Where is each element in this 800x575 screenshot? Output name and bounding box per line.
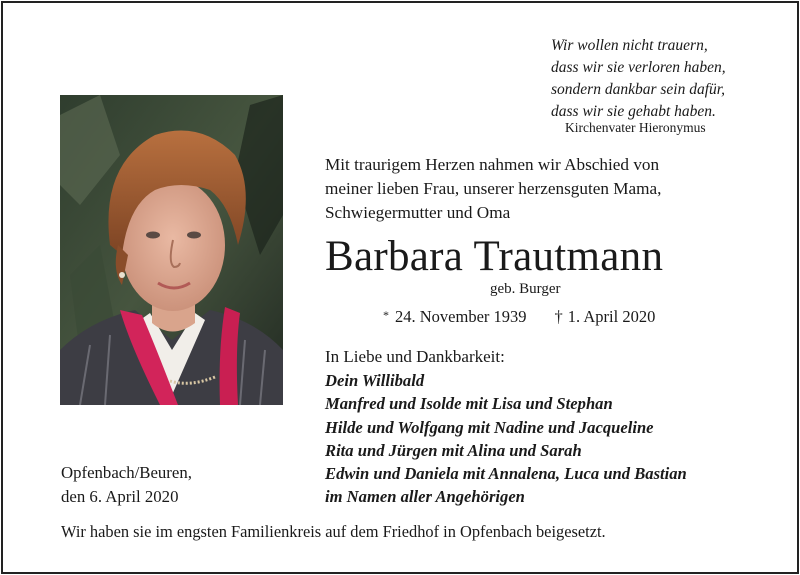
intro-line: meiner lieben Frau, unserer herzensguten Mama, xyxy=(325,179,662,198)
mourner-line: Edwin und Daniela mit Annalena, Luca und Bastian xyxy=(325,464,687,484)
deceased-name: Barbara Trautmann xyxy=(325,233,664,280)
intro-text xyxy=(325,153,765,225)
birth-name: geb. Burger xyxy=(490,281,561,297)
quote-line: dass wir sie gehabt haben. xyxy=(551,103,716,120)
burial-note: Wir haben sie im engsten Familienkreis auf dem Friedhof in Opfenbach beigesetzt. xyxy=(61,522,606,541)
birth-star-icon: * xyxy=(383,308,389,322)
intro-line: Schwiegermutter und Oma xyxy=(325,203,511,222)
death-cross-icon: † xyxy=(554,307,563,326)
life-dates xyxy=(383,304,655,328)
place-location: Opfenbach/Beuren, xyxy=(61,463,192,482)
birth-date: 24. November 1939 xyxy=(395,307,527,326)
mourner-line: Manfred und Isolde mit Lisa und Stephan xyxy=(325,394,613,414)
portrait-photo xyxy=(60,95,283,405)
mourners-list xyxy=(325,369,765,509)
intro-line: Mit traurigem Herzen nahmen wir Abschied von xyxy=(325,155,660,174)
quote-line: sondern dankbar sein dafür, xyxy=(551,81,725,98)
mourner-line: Rita und Jürgen mit Alina und Sarah xyxy=(325,440,582,460)
place-date xyxy=(61,461,311,509)
obituary-card xyxy=(1,1,799,574)
quote-attribution: Kirchenvater Hieronymus xyxy=(565,120,706,135)
quote-line: Wir wollen nicht trauern, xyxy=(551,37,708,54)
portrait-illustration xyxy=(60,95,283,405)
mourner-line: im Namen aller Angehörigen xyxy=(325,487,525,507)
place-date-text: den 6. April 2020 xyxy=(61,487,179,506)
mourner-line: Hilde und Wolfgang mit Nadine und Jacqueline xyxy=(325,417,654,437)
death-date: 1. April 2020 xyxy=(567,307,656,326)
mourner-line: Dein Willibald xyxy=(325,371,425,390)
mourners-heading: In Liebe und Dankbarkeit: xyxy=(325,347,505,366)
quote-block xyxy=(551,35,751,123)
quote-line: dass wir sie verloren haben, xyxy=(551,59,726,76)
